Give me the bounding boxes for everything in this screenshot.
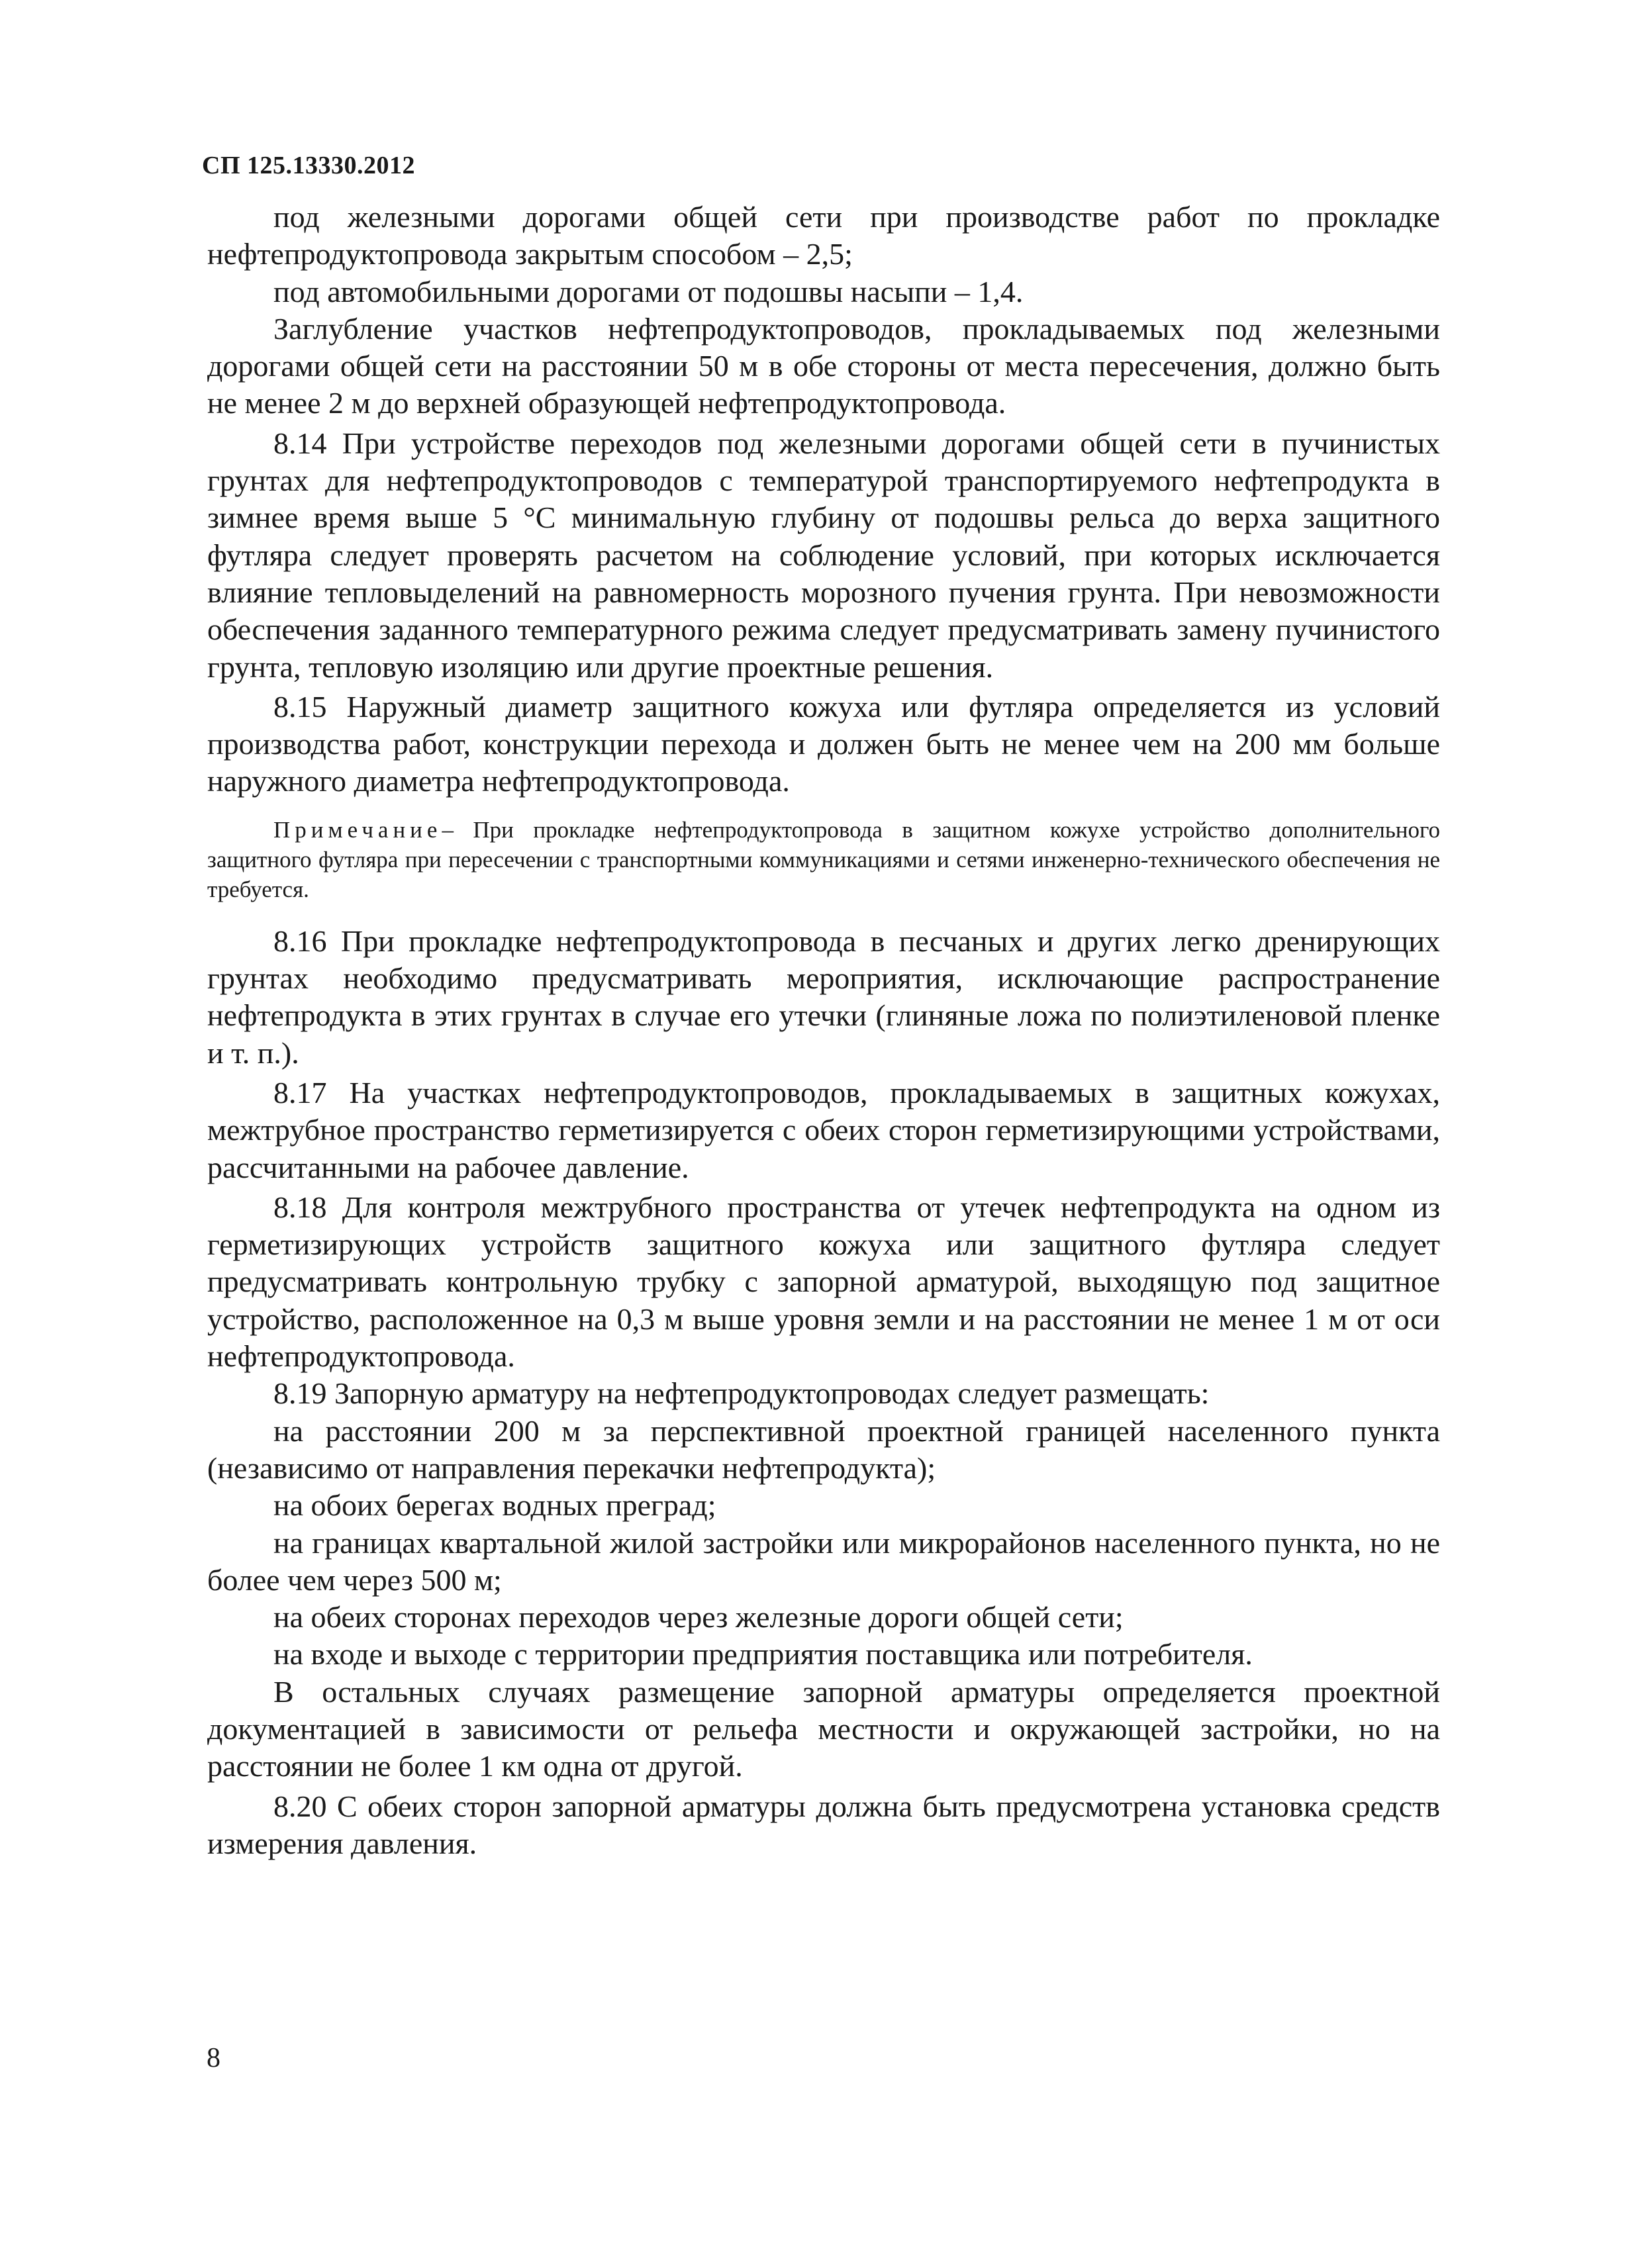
document-code-header: СП 125.13330.2012 [202,152,415,179]
note [207,815,1440,904]
page-number: 8 [207,2043,220,2073]
paragraph: Заглубление участков нефтепродуктопроводов, прокладываемых под железными дорогами общей сети на расстоянии 50 м в обе стороны от места пересечения, должно быть не менее 2 м до верхней образующей нефтепродуктопровода. [207,311,1440,420]
paragraph-8-19: 8.19 Запорную арматуру на нефтепродуктопроводах следует размещать: [273,1376,1210,1411]
list-item: на обеих сторонах переходов через железные дороги общей сети; [273,1600,1124,1634]
list-item: на обоих берегах водных преград; [273,1488,716,1523]
paragraph: В остальных случаях размещение запорной арматуры определяется проектной документацией в зависимости от рельефа местности и окружающей застройки, но на расстоянии не более 1 км одна от другой. [207,1674,1440,1783]
paragraph-8-20: 8.20 С обеих сторон запорной арматуры должна быть предусмотрена установка средств измерения давления. [207,1789,1440,1860]
paragraph: под автомобильными дорогами от подошвы насыпи – 1,4. [273,274,1024,308]
note-label: Примечание [273,816,442,843]
paragraph-8-18: 8.18 Для контроля межтрубного пространства от утечек нефтепродукта на одном из герметизирующих устройств защитного кожуха или защитного футляра следует предусматривать контрольную трубку с запорной арматурой, выходящую под защитное устройство, расположенное на 0,3 м выше уровня земли и на расстоянии не менее 1 м от оси нефтепродуктопровода. [207,1190,1440,1374]
paragraph-8-15: 8.15 Наружный диаметр защитного кожуха или футляра определяется из условий производства работ, конструкции перехода и должен быть не менее чем на 200 мм больше наружного диаметра нефтепродуктопровода. [207,689,1440,798]
document-body [207,199,1440,1862]
list-item: на входе и выходе с территории предприятия поставщика или потребителя. [273,1637,1253,1672]
paragraph-8-17: 8.17 На участках нефтепродуктопроводов, прокладываемых в защитных кожухах, межтрубное пространство герметизируется с обеих сторон герметизирующими устройствами, рассчитанными на рабочее давление. [207,1075,1440,1184]
note-text: – При прокладке нефтепродуктопровода в защитном кожухе устройство дополнительного защитного футляра при пересечении с транспортными коммуникациями и сетями инженерно-технического обеспечения не требуется. [207,816,1440,902]
paragraph-8-16: 8.16 При прокладке нефтепродуктопровода в песчаных и других легко дренирующих грунтах необходимо предусматривать мероприятия, исключающие распространение нефтепродукта в этих грунтах в случае его утечки (глиняные ложа по полиэтиленовой пленке и т. п.). [207,923,1440,1070]
paragraph: под железными дорогами общей сети при производстве работ по прокладке нефтепродуктопровода закрытым способом – 2,5; [207,200,1440,271]
list-item: на границах квартальной жилой застройки или микрорайонов населенного пункта, но не более чем через 500 м; [207,1525,1440,1597]
paragraph-8-14: 8.14 При устройстве переходов под железными дорогами общей сети в пучинистых грунтах для нефтепродуктопроводов с температурой транспортируемого нефтепродукта в зимнее время выше 5 °С минимальную глубину от подошвы рельса до верха защитного футляра следует проверять расчетом на соблюдение условий, при которых исключается влияние тепловыделений на равномерность морозного пучения грунта. При невозможности обеспечения заданного температурного режима следует предусматривать замену пучинистого грунта, тепловую изоляцию или другие проектные решения. [207,426,1440,684]
list-item: на расстоянии 200 м за перспективной проектной границей населенного пункта (независимо от направления перекачки нефтепродукта); [207,1413,1440,1485]
